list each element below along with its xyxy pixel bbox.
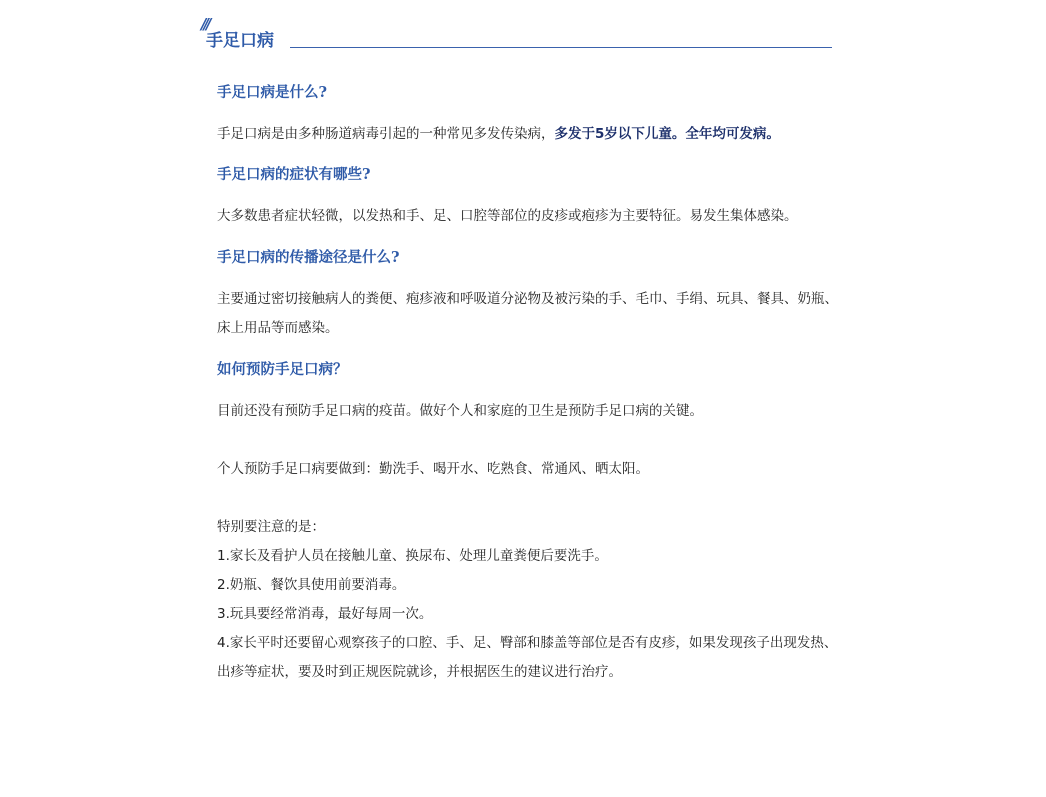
section-text-prevention: 目前还没有预防手足口病的疫苗。做好个人和家庭的卫生是预防手足口病的关键。 <box>217 403 703 419</box>
personal-prevention-text: 个人预防手足口病要做到：勤洗手、喝开水、吃熟食、常通风、晒太阳。 <box>217 461 649 477</box>
section-text-transmission: 主要通过密切接触病人的粪便、疱疹液和呼吸道分泌物及被污染的手、毛巾、手绢、玩具、餐具、奶瓶、床上用品等而感染。 <box>217 291 838 336</box>
section-heading-transmission: 手足口病的传播途径是什么? <box>217 249 400 266</box>
section-text-symptoms: 大多数患者症状轻微，以发热和手、足、口腔等部位的皮疹或疱疹为主要特征。易发生集体感染。 <box>217 208 798 224</box>
section-text-what-emphasis: 多发于5岁以下儿童。全年均可发病。 <box>554 126 780 142</box>
note-item: 1.家长及看护人员在接触儿童、换尿布、处理儿童粪便后要洗手。 <box>217 548 608 564</box>
section-heading-prevention: 如何预防手足口病？ <box>217 361 348 378</box>
page-header <box>198 14 834 54</box>
section-heading-what: 手足口病是什么? <box>217 84 327 101</box>
article-body <box>217 82 842 687</box>
section-text-what <box>217 120 842 149</box>
slash-decoration-icon: /// <box>201 15 209 33</box>
note-item: 3.玩具要经常消毒，最好每周一次。 <box>217 606 433 622</box>
page-title: 手足口病 <box>206 31 274 51</box>
notes-intro: 特别要注意的是： <box>217 519 325 535</box>
header-divider <box>290 47 832 48</box>
section-text-what-plain: 手足口病是由多种肠道病毒引起的一种常见多发传染病， <box>217 126 555 142</box>
section-heading-symptoms: 手足口病的症状有哪些? <box>217 166 371 183</box>
note-item: 2.奶瓶、餐饮具使用前要消毒。 <box>217 577 406 593</box>
note-item: 4.家长平时还要留心观察孩子的口腔、手、足、臀部和膝盖等部位是否有皮疹，如果发现孩子出现发热、出疹等症状，要及时到正规医院就诊，并根据医生的建议进行治疗。 <box>217 635 838 680</box>
